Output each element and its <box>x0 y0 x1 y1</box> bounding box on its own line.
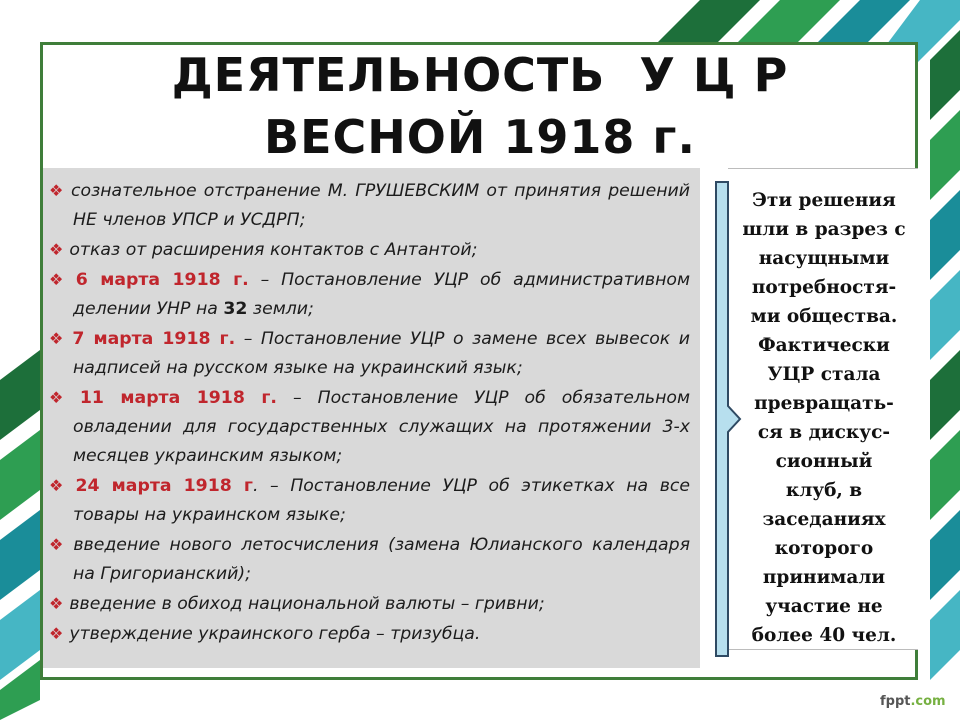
title-line-2: ВЕСНОЙ 1918 г. <box>264 110 696 164</box>
diamond-bullet-icon: ❖ <box>49 594 64 613</box>
item-date: 11 марта 1918 г. <box>79 388 277 408</box>
diamond-bullet-icon: ❖ <box>49 535 68 554</box>
diamond-bullet-icon: ❖ <box>49 181 65 200</box>
decisions-list <box>43 168 700 668</box>
list-item: ❖ 11 марта 1918 г. – Постановление УЦР об обязательном овладении для государственных служащих на протяжении 3-х месяцев украинским языком; <box>49 388 690 466</box>
item-date: 24 марта 1918 г <box>75 476 253 496</box>
list-item: ❖ 6 марта 1918 г. – Постановление УЦР об административном делении УНР на 32 земли; <box>49 270 690 319</box>
list-item: ❖ 24 марта 1918 г. – Постановление УЦР об этикетках на все товары на украинском языке; <box>49 476 691 525</box>
brand-logo: fppt.com <box>880 694 946 709</box>
item-date: 6 марта 1918 г. <box>75 270 249 290</box>
diamond-bullet-icon: ❖ <box>49 270 70 289</box>
page-title <box>40 44 920 168</box>
list-item: ❖ отказ от расширения контактов с Антантой; <box>49 240 478 260</box>
item-number: 32 <box>223 299 248 319</box>
item-date: 7 марта 1918 г. <box>72 329 236 349</box>
diamond-bullet-icon: ❖ <box>49 476 70 495</box>
title-line-1: ДЕЯТЕЛЬНОСТЬ У Ц Р <box>171 48 789 102</box>
list-item: ❖ 7 марта 1918 г. – Постановление УЦР о замене всех вывесок и надписей на русском языке на украинский язык; <box>49 329 691 378</box>
diamond-bullet-icon: ❖ <box>49 388 74 407</box>
side-note: Эти решения шли в разрез с насущными потребностя- ми общества. Фактически УЦР стала превращать- ся в дискус- сионный клуб, в заседаниях которого принимали участие не более 40 чел. <box>742 190 906 646</box>
list-item: ❖ введение в обиход национальной валюты – гривни; <box>49 594 545 614</box>
list-item: ❖ сознательное отстранение М. ГРУШЕВСКИМ от принятия решений НЕ членов УПСР и УСДРП; <box>49 181 691 230</box>
diamond-bullet-icon: ❖ <box>49 624 64 643</box>
list-item: ❖ введение нового летосчисления (замена Юлианского календаря на Григорианский); <box>49 535 691 584</box>
diamond-bullet-icon: ❖ <box>49 329 67 348</box>
diamond-bullet-icon: ❖ <box>49 240 64 259</box>
list-item: ❖ утверждение украинского герба – тризубца. <box>49 624 481 644</box>
